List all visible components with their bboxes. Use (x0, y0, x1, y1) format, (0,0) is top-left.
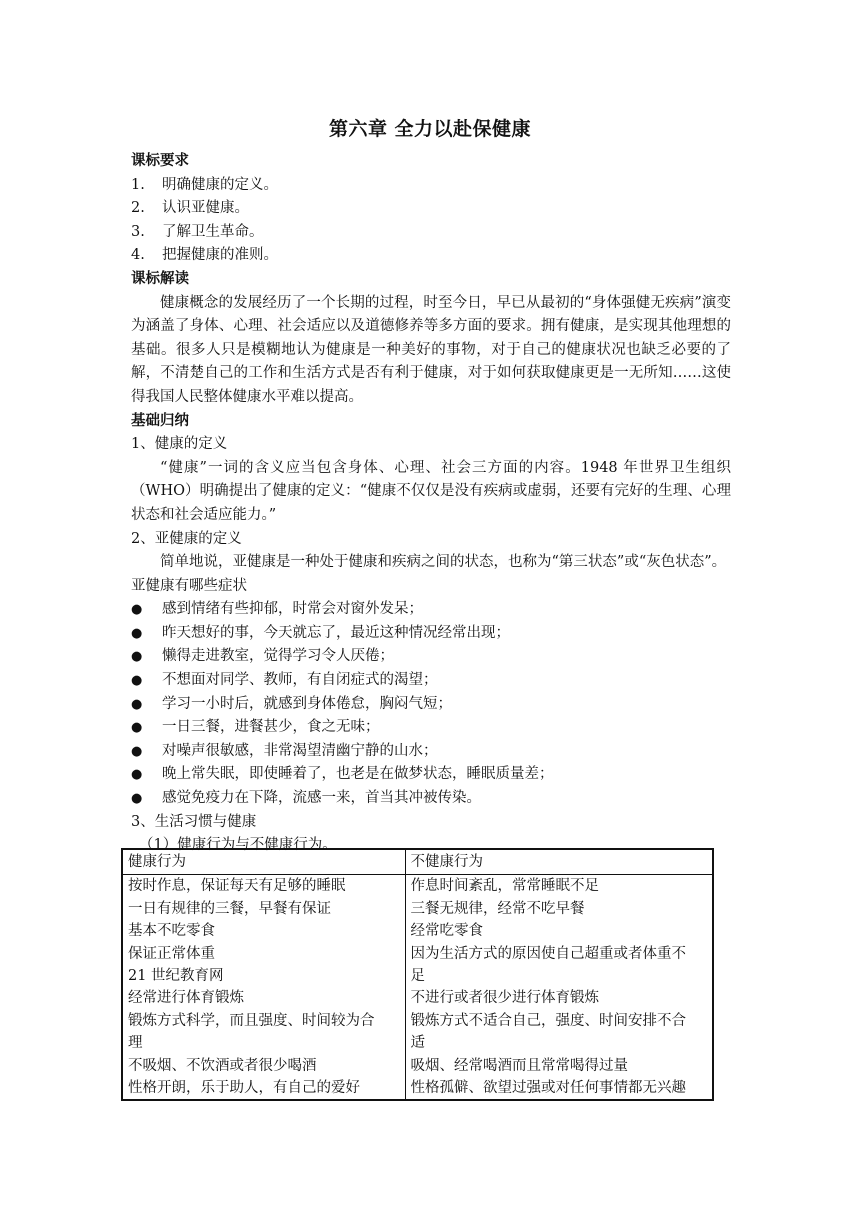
symptoms-list (131, 598, 731, 810)
table-row (122, 943, 713, 988)
symptom-text: 晚上常失眠，即使睡着了，也老是在做梦状态，睡眠质量差； (162, 766, 554, 783)
cell-unhealthy (405, 920, 713, 942)
section2-title: 2、亚健康的定义 (131, 530, 242, 547)
cell-text-line: 理 (128, 1035, 143, 1052)
table-row (122, 1055, 713, 1077)
section3-title: 3、生活习惯与健康 (131, 813, 257, 830)
symptom-text: 昨天想好的事，今天就忘了，最近这种情况经常出现； (162, 624, 510, 641)
cell-healthy (122, 1077, 405, 1100)
cell-text-line: 性格孤僻、欲望过强或对任何事情都无兴趣 (410, 1080, 686, 1097)
table-row (122, 1010, 713, 1055)
cell-text-line: 经常吃零食 (410, 923, 483, 940)
list-text: 了解卫生革命。 (162, 223, 264, 240)
cell-text-line: 按时作息，保证每天有足够的睡眠 (128, 878, 346, 895)
requirements-list (131, 174, 731, 268)
cell-unhealthy (405, 1077, 713, 1100)
bullet-icon: ● (131, 602, 143, 618)
cell-text-line: 21 世纪教育网 (128, 968, 224, 985)
list-number: 4. (131, 247, 145, 264)
cell-text-line: 因为生活方式的原因使自己超重或者体重不 (410, 945, 686, 962)
cell-unhealthy (405, 987, 713, 1009)
symptom-item (131, 693, 731, 717)
cell-unhealthy (405, 898, 713, 920)
list-item (131, 174, 731, 198)
bullet-icon: ● (131, 743, 143, 759)
column-header-healthy: 健康行为 (122, 849, 405, 875)
cell-healthy (122, 943, 405, 988)
section3-subtitle: （1）健康行为与不健康行为。 (139, 837, 337, 854)
list-text: 明确健康的定义。 (162, 176, 278, 193)
symptom-item (131, 763, 731, 787)
list-number: 1. (131, 176, 145, 193)
table-row (122, 898, 713, 920)
table-row (122, 1077, 713, 1100)
cell-healthy (122, 920, 405, 942)
symptom-text: 感觉免疫力在下降，流感一来，首当其冲被传染。 (162, 790, 481, 807)
symptom-item (131, 787, 731, 811)
list-item (131, 221, 731, 245)
cell-healthy (122, 875, 405, 898)
section1-paragraph: “健康”一词的含义应当包含身体、心理、社会三方面的内容。1948 年世界卫生组织（WHO）明确提出了健康的定义：“健康不仅仅是没有疾病或虚弱，还要有完好的生理、心理状态和社会适应能力。” (131, 459, 731, 523)
bullet-icon: ● (131, 720, 143, 736)
symptom-text: 不想面对同学、教师，有自闭症式的渴望； (162, 672, 438, 689)
bullet-icon: ● (131, 649, 143, 665)
list-text: 认识亚健康。 (162, 200, 249, 217)
cell-unhealthy (405, 875, 713, 898)
symptom-text: 一日三餐，进餐甚少，食之无味； (162, 719, 380, 736)
table-row (122, 987, 713, 1009)
basics-heading: 基础归纳 (131, 412, 189, 429)
table-body (122, 875, 713, 1101)
cell-text-line: 不吸烟、不饮酒或者很少喝酒 (128, 1057, 317, 1074)
symptom-item (131, 645, 731, 669)
cell-healthy (122, 1055, 405, 1077)
symptom-text: 懒得走进教室，觉得学习令人厌倦； (162, 648, 394, 665)
list-text: 把握健康的准则。 (162, 247, 278, 264)
cell-text-line: 性格开朗，乐于助人，有自己的爱好 (128, 1080, 360, 1097)
bullet-icon: ● (131, 767, 143, 783)
cell-text-line: 一日有规律的三餐，早餐有保证 (128, 900, 331, 917)
list-item (131, 244, 731, 268)
behavior-table (121, 848, 714, 1101)
table-row (122, 920, 713, 942)
cell-text-line: 不进行或者很少进行体育锻炼 (410, 990, 599, 1007)
list-item (131, 197, 731, 221)
cell-text-line: 锻炼方式不适合自己，强度、时间安排不合 (410, 1012, 686, 1029)
bullet-icon: ● (131, 625, 143, 641)
symptom-item (131, 669, 731, 693)
cell-unhealthy (405, 1055, 713, 1077)
symptom-text: 对噪声很敏感，非常渴望清幽宁静的山水； (162, 742, 438, 759)
cell-unhealthy (405, 1010, 713, 1055)
cell-text-line: 锻炼方式科学，而且强度、时间较为合 (128, 1012, 375, 1029)
table-row (122, 875, 713, 898)
symptom-item (131, 598, 731, 622)
symptoms-title: 亚健康有哪些症状 (131, 577, 247, 594)
bullet-icon: ● (131, 791, 143, 807)
section2-paragraph: 简单地说，亚健康是一种处于健康和疾病之间的状态，也称为“第三状态”或“灰色状态”。 (160, 554, 727, 571)
column-header-unhealthy: 不健康行为 (405, 849, 713, 875)
cell-text-line: 作息时间紊乱，常常睡眠不足 (410, 878, 599, 895)
symptom-item (131, 740, 731, 764)
list-number: 3. (131, 223, 145, 240)
cell-text-line: 保证正常体重 (128, 945, 215, 962)
cell-text-line: 吸烟、经常喝酒而且常常喝得过量 (410, 1057, 628, 1074)
cell-healthy (122, 987, 405, 1009)
symptom-text: 感到情绪有些抑郁，时常会对窗外发呆； (162, 601, 423, 618)
section1-title: 1、健康的定义 (131, 436, 228, 453)
symptom-text: 学习一小时后，就感到身体倦怠，胸闷气短； (162, 695, 452, 712)
symptom-item (131, 716, 731, 740)
cell-text-line: 经常进行体育锻炼 (128, 990, 244, 1007)
chapter-title: 第六章 全力以赴保健康 (328, 118, 532, 140)
interpretation-paragraph: 健康概念的发展经历了一个长期的过程，时至今日，早已从最初的“身体强健无疾病”演变为涵盖了身体、心理、社会适应以及道德修养等多方面的要求。拥有健康，是实现其他理想的基础。很多人只是模糊地认为健康是一种美好的事物，对于自己的健康状况也缺乏必要的了解，不清楚自己的工作和生活方式是否有利于健康，对于如何获取健康更是一无所知……这使得我国人民整体健康水平难以提高。 (131, 294, 731, 405)
cell-text-line: 三餐无规律，经常不吃早餐 (410, 900, 585, 917)
cell-text-line: 基本不吃零食 (128, 923, 215, 940)
document-body (131, 150, 731, 858)
list-number: 2. (131, 200, 145, 217)
cell-healthy (122, 1010, 405, 1055)
cell-unhealthy (405, 943, 713, 988)
cell-healthy (122, 898, 405, 920)
interpretation-heading: 课标解读 (131, 270, 189, 287)
cell-text-line: 适 (410, 1035, 425, 1052)
bullet-icon: ● (131, 673, 143, 689)
symptom-item (131, 622, 731, 646)
bullet-icon: ● (131, 696, 143, 712)
table-header-row (122, 849, 713, 875)
cell-text-line: 足 (410, 968, 425, 985)
requirements-heading: 课标要求 (131, 153, 189, 169)
